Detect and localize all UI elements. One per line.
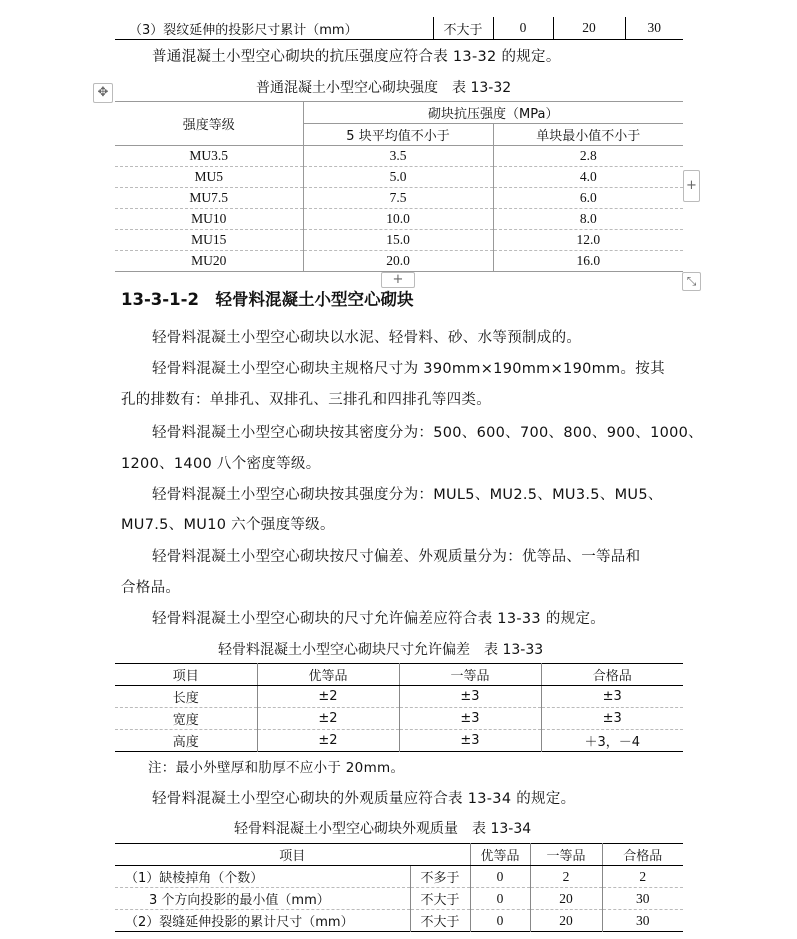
header-cell: 一等品: [399, 664, 541, 686]
cell-grade: MU3.5: [115, 146, 303, 167]
paragraph: 轻骨料混凝土小型空心砌块的尺寸允许偏差应符合表 13-33 的规定。: [152, 611, 606, 627]
table-move-handle-icon[interactable]: ✥: [93, 83, 113, 103]
table-row: [115, 866, 683, 888]
table-cell: ±3: [399, 686, 541, 708]
table-cell-value: 20: [553, 17, 625, 40]
header-cell: 优等品: [257, 664, 399, 686]
table-cell: ±3: [541, 708, 683, 730]
table-cell-value: 30: [602, 910, 683, 932]
table-row: [115, 146, 683, 167]
table-cell-value: 20: [530, 910, 602, 932]
cell-min: 4.0: [493, 167, 683, 188]
table-cell-item: 3 个方向投影的最小值（mm）: [115, 888, 410, 910]
cell-min: 6.0: [493, 188, 683, 209]
table-row: [115, 167, 683, 188]
cell-grade: MU5: [115, 167, 303, 188]
table-cell-value: 20: [530, 888, 602, 910]
table-header-row: [115, 844, 683, 866]
table-cell: 高度: [115, 730, 257, 752]
table-cell-condition: 不大于: [433, 17, 493, 40]
table-row: [115, 730, 683, 752]
resize-handle-icon[interactable]: ⤡: [682, 272, 701, 291]
table-row: [115, 888, 683, 910]
table-1334: [115, 843, 683, 932]
table-cell-item: （1）缺棱掉角（个数）: [115, 866, 410, 888]
table-1333: [115, 663, 683, 752]
cell-avg: 15.0: [303, 230, 493, 251]
table-cell: ±2: [257, 730, 399, 752]
header-strength-text: 砌块抗压强度（MPa）: [428, 107, 559, 122]
header-strength: [303, 102, 683, 124]
table-cell-condition: 不大于: [410, 910, 470, 932]
header-cell: 优等品: [470, 844, 530, 866]
header-cell: 项目: [115, 844, 470, 866]
table-cell-condition: 不大于: [410, 888, 470, 910]
paragraph: 轻骨料混凝土小型空心砌块以水泥、轻骨料、砂、水等预制成的。: [152, 330, 582, 346]
table-cell-value: 0: [493, 17, 553, 40]
add-row-button[interactable]: +: [381, 272, 415, 288]
section-heading: 13-3-1-2 轻骨料混凝土小型空心砌块: [121, 290, 414, 309]
table-1331-fragment: [115, 17, 683, 40]
cell-grade: MU10: [115, 209, 303, 230]
paragraph-1332-intro: 普通混凝土小型空心砌块的抗压强度应符合表 13-32 的规定。: [152, 49, 561, 65]
table-cell-value: 30: [602, 888, 683, 910]
table-cell: 长度: [115, 686, 257, 708]
table-row: [115, 17, 683, 40]
table-row: [115, 188, 683, 209]
table-cell-value: 2: [530, 866, 602, 888]
header-cell: 一等品: [530, 844, 602, 866]
table-cell-value: 30: [625, 17, 683, 40]
table-row: [115, 251, 683, 272]
paragraph: 轻骨料混凝土小型空心砌块按尺寸偏差、外观质量分为：优等品、一等品和: [152, 549, 641, 565]
table-cell-value: 0: [470, 910, 530, 932]
table-header-row: [115, 664, 683, 686]
add-column-button[interactable]: +: [683, 170, 700, 202]
table-row: [115, 686, 683, 708]
cell-avg: 5.0: [303, 167, 493, 188]
paragraph: 轻骨料混凝土小型空心砌块主规格尺寸为 390mm×190mm×190mm。按其: [152, 361, 665, 377]
header-avg: 5 块平均值不小于: [303, 124, 493, 146]
paragraph-continuation: 孔的排数有：单排孔、双排孔、三排孔和四排孔等四类。: [121, 392, 491, 408]
paragraph-continuation: 合格品。: [121, 580, 181, 596]
table-1334-caption: 轻骨料混凝土小型空心砌块外观质量 表 13-34: [234, 821, 532, 837]
table-cell: ＋3，－4: [584, 735, 641, 750]
header-cell: 合格品: [541, 664, 683, 686]
table-cell: ±2: [257, 708, 399, 730]
cell-min: 2.8: [493, 146, 683, 167]
table-cell: ±2: [257, 686, 399, 708]
table-cell-item: （3）裂纹延伸的投影尺寸累计（mm）: [129, 22, 358, 38]
table-cell: ±3: [541, 686, 683, 708]
table-cell-value: 0: [470, 866, 530, 888]
table-cell-value: 0: [470, 888, 530, 910]
table-1332-caption: 普通混凝土小型空心砌块强度 表 13-32: [256, 80, 512, 96]
header-cell: 项目: [115, 664, 257, 686]
paragraph-continuation: 1200、1400 八个密度等级。: [121, 456, 321, 472]
paragraph: 轻骨料混凝土小型空心砌块按其密度分为：500、600、700、800、900、1000、: [152, 425, 703, 441]
table-row: [115, 910, 683, 932]
table-header-row: [115, 102, 683, 124]
table-row: [115, 708, 683, 730]
table-cell-condition: 不多于: [410, 866, 470, 888]
table-1333-caption: 轻骨料混凝土小型空心砌块尺寸允许偏差 表 13-33: [218, 642, 544, 658]
cell-grade: MU20: [115, 251, 303, 272]
table-1332: [115, 101, 683, 272]
paragraph-1334-intro: 轻骨料混凝土小型空心砌块的外观质量应符合表 13-34 的规定。: [152, 791, 576, 807]
table-cell: ±3: [399, 730, 541, 752]
cell-avg: 3.5: [303, 146, 493, 167]
cell-grade: MU15: [115, 230, 303, 251]
table-cell: 宽度: [115, 708, 257, 730]
table-row: [115, 230, 683, 251]
cell-min: 16.0: [493, 251, 683, 272]
header-min: 单块最小值不小于: [493, 124, 683, 146]
table-1333-note: 注：最小外壁厚和肋厚不应小于 20mm。: [148, 760, 405, 776]
header-cell: 合格品: [602, 844, 683, 866]
cell-avg: 20.0: [303, 251, 493, 272]
table-cell: ±3: [399, 708, 541, 730]
cell-min: 8.0: [493, 209, 683, 230]
header-grade: 强度等级: [115, 102, 303, 146]
paragraph-continuation: MU7.5、MU10 六个强度等级。: [121, 517, 335, 533]
table-row: [115, 209, 683, 230]
table-cell-item: （2）裂缝延伸投影的累计尺寸（mm）: [125, 915, 354, 930]
table-cell-value: 2: [602, 866, 683, 888]
cell-min: 12.0: [493, 230, 683, 251]
cell-grade: MU7.5: [115, 188, 303, 209]
cell-avg: 7.5: [303, 188, 493, 209]
cell-avg: 10.0: [303, 209, 493, 230]
paragraph: 轻骨料混凝土小型空心砌块按其强度分为：MUL5、MU2.5、MU3.5、MU5、: [152, 487, 663, 503]
